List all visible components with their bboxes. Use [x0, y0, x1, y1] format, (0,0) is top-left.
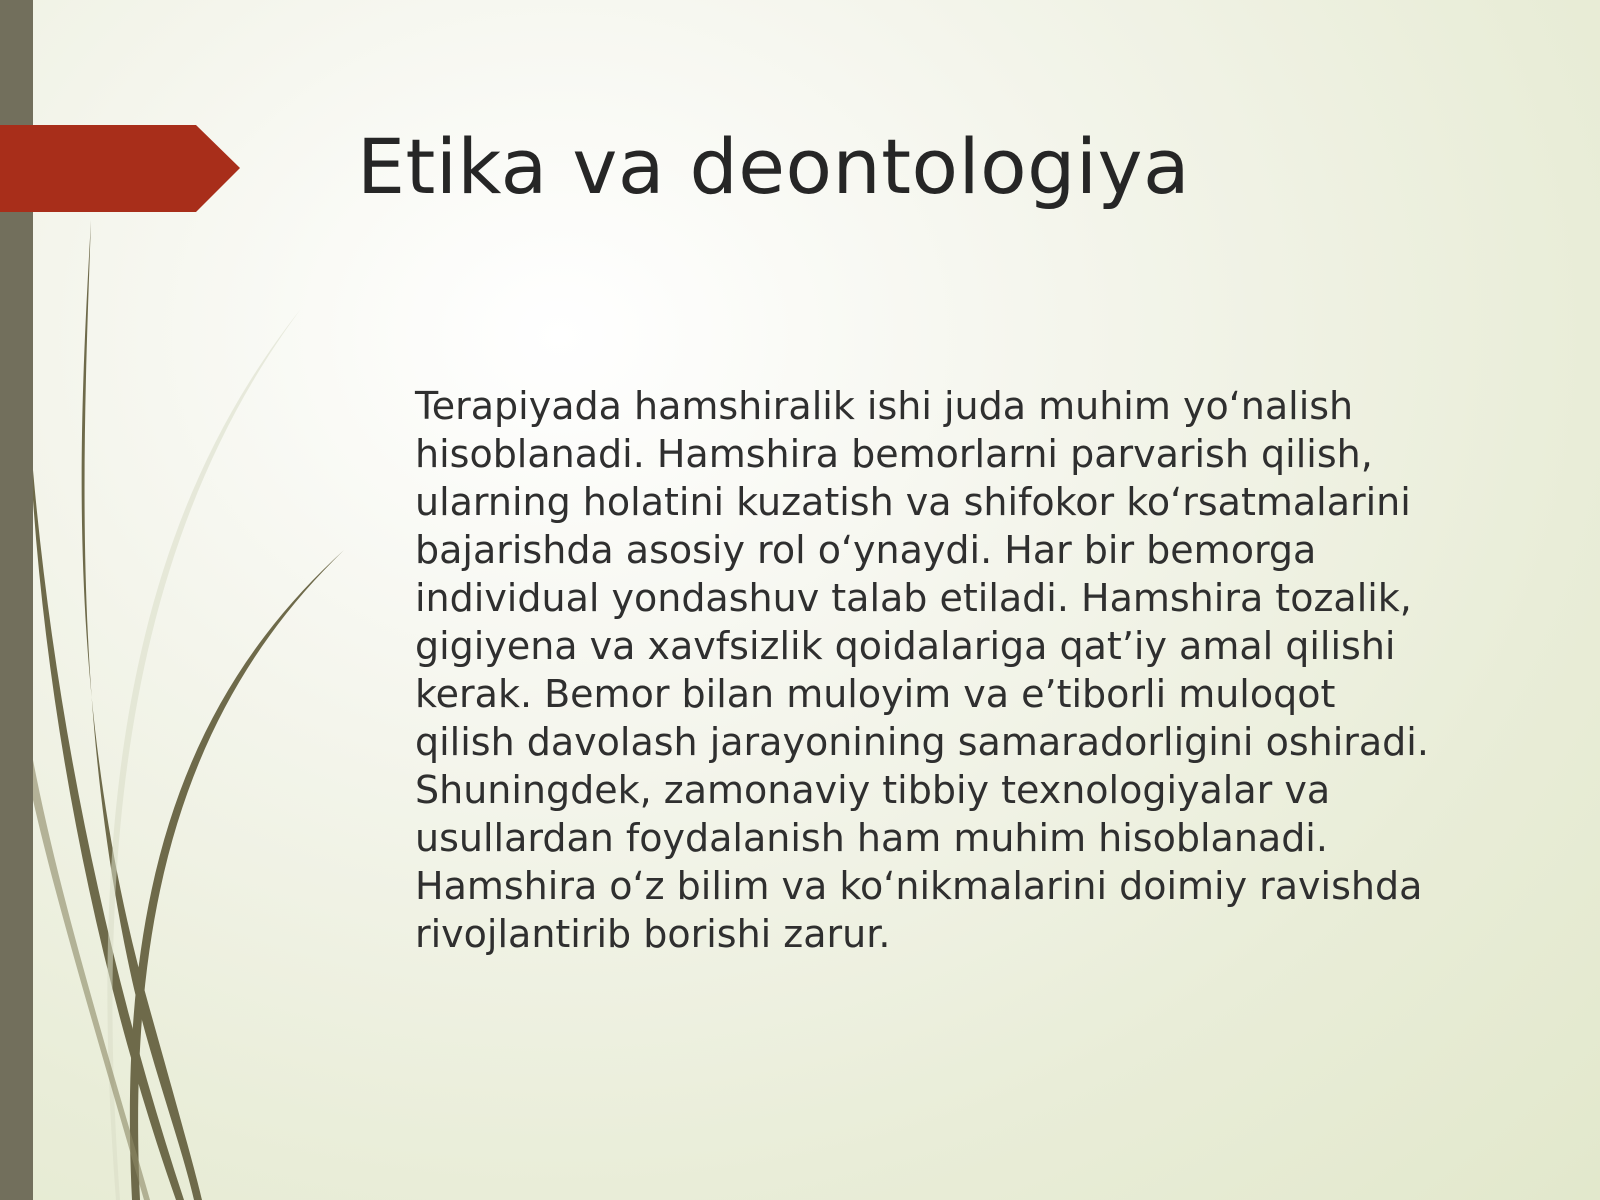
body-paragraph: Terapiyada hamshiralik ishi juda muhim yoʻnalish hisoblanadi. Hamshira bemorlarni parvarish qilish, ularning holatini kuzatish va shifokor koʻrsatmalarini bajarishda asosiy rol oʻynaydi. Har bir bemorga individual yondashuv talab etiladi. Hamshira tozalik, gigiyena va xavfsizlik qoidalariga qat’iy amal qilishi kerak. Bemor bilan muloyim va e’tiborli muloqot qilish davolash jarayonining samaradorligini oshiradi. Shuningdek, zamonaviy tibbiy texnologiyalar va usullardan foydalanish ham muhim hisoblanadi. Hamshira oʻz bilim va koʻnikmalarini doimiy ravishda rivojlantirib borishi zarur. [415, 384, 1429, 956]
arrow-banner [0, 125, 240, 212]
slide-title: Etika va deontologiya [357, 122, 1191, 211]
grass-stroke [82, 220, 202, 1200]
grass-decoration [0, 0, 360, 1200]
grass-stroke [130, 550, 344, 1200]
content-body [357, 382, 1457, 958]
